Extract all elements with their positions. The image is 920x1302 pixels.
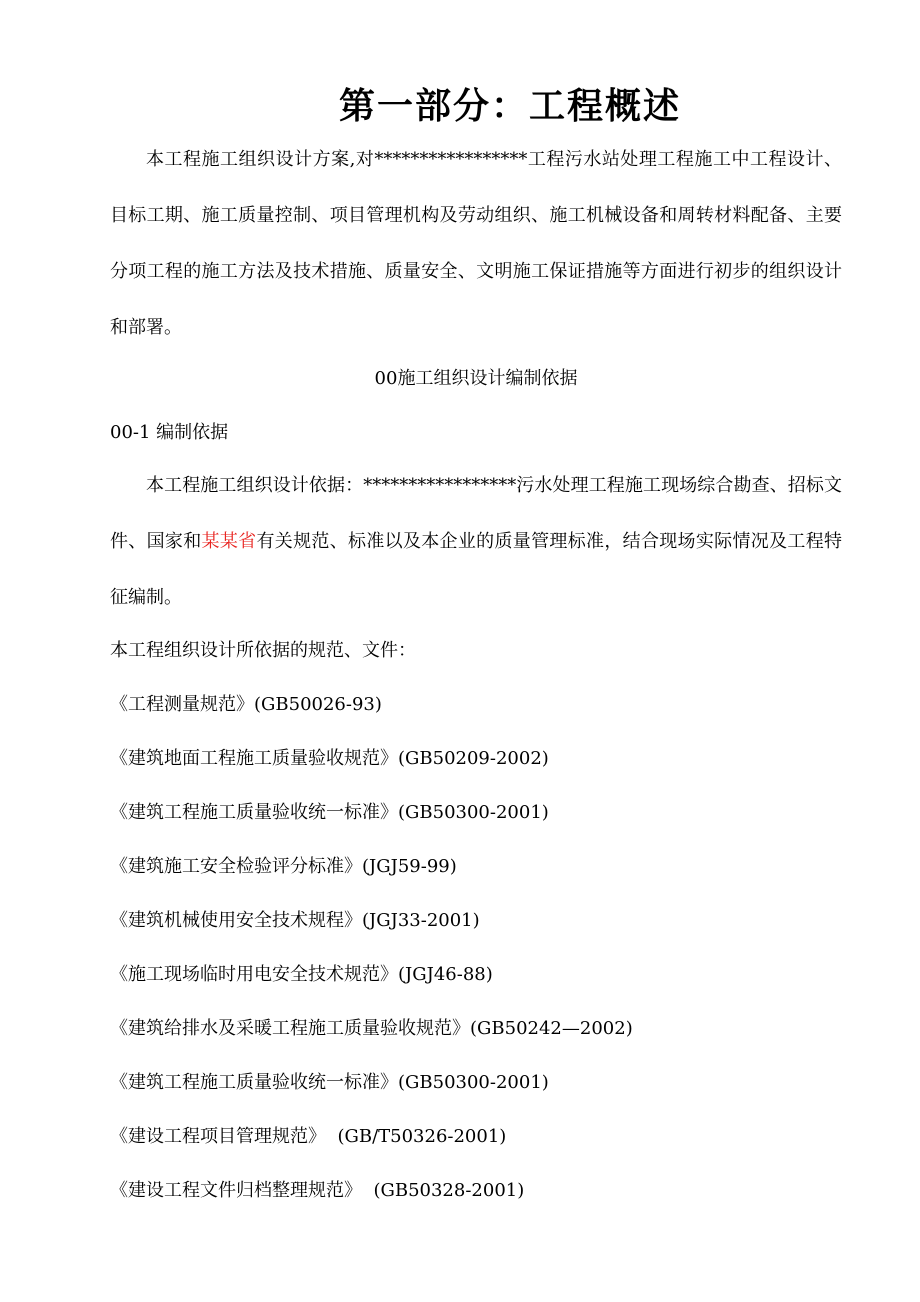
standard-item: 《建设工程项目管理规范》 (GB/T50326-2001)	[110, 1126, 507, 1147]
subsection-heading: 00-1 编制依据	[110, 422, 229, 443]
standard-item: 《建筑机械使用安全技术规程》(JGJ33-2001)	[110, 910, 480, 931]
intro-paragraph: 本工程施工组织设计方案,对*****************工程污水站处理工程施工中工程设计、目标工期、施工质量控制、项目管理机构及劳动组织、施工机械设备和周转材料配备、主要分项工程的施工方法及技术措施、质量安全、文明施工保证措施等方面进行初步的组织设计和部署。	[110, 149, 842, 338]
basis-paragraph	[110, 458, 842, 626]
basis-text-start: 本工程施工组织设计依据：*****************污水处理工程施工现场综合勘查、招标文件、国家和	[110, 475, 842, 552]
standard-item: 《建筑工程施工质量验收统一标准》(GB50300-2001)	[110, 1072, 549, 1093]
standard-item: 《建筑地面工程施工质量验收规范》(GB50209-2002)	[110, 748, 549, 769]
section-heading: 00施工组织设计编制依据	[374, 368, 578, 389]
standard-item: 《建筑给排水及采暖工程施工质量验收规范》(GB50242—2002)	[110, 1018, 633, 1039]
standard-item: 《建筑工程施工质量验收统一标准》(GB50300-2001)	[110, 802, 549, 823]
province-highlight: 某某省	[201, 531, 257, 552]
standard-item: 《工程测量规范》(GB50026-93)	[110, 694, 382, 715]
standards-list-intro: 本工程组织设计所依据的规范、文件：	[110, 640, 416, 661]
basis-text-end: 有关规范、标准以及本企业的质量管理标准，结合现场实际情况及工程特征编制。	[110, 531, 843, 608]
standard-item: 《建设工程文件归档整理规范》 (GB50328-2001)	[110, 1180, 525, 1201]
standard-item: 《施工现场临时用电安全技术规范》(JGJ46-88)	[110, 964, 493, 985]
standard-item: 《建筑施工安全检验评分标准》(JGJ59-99)	[110, 856, 457, 877]
page-title: 第一部分：工程概述	[338, 85, 681, 127]
